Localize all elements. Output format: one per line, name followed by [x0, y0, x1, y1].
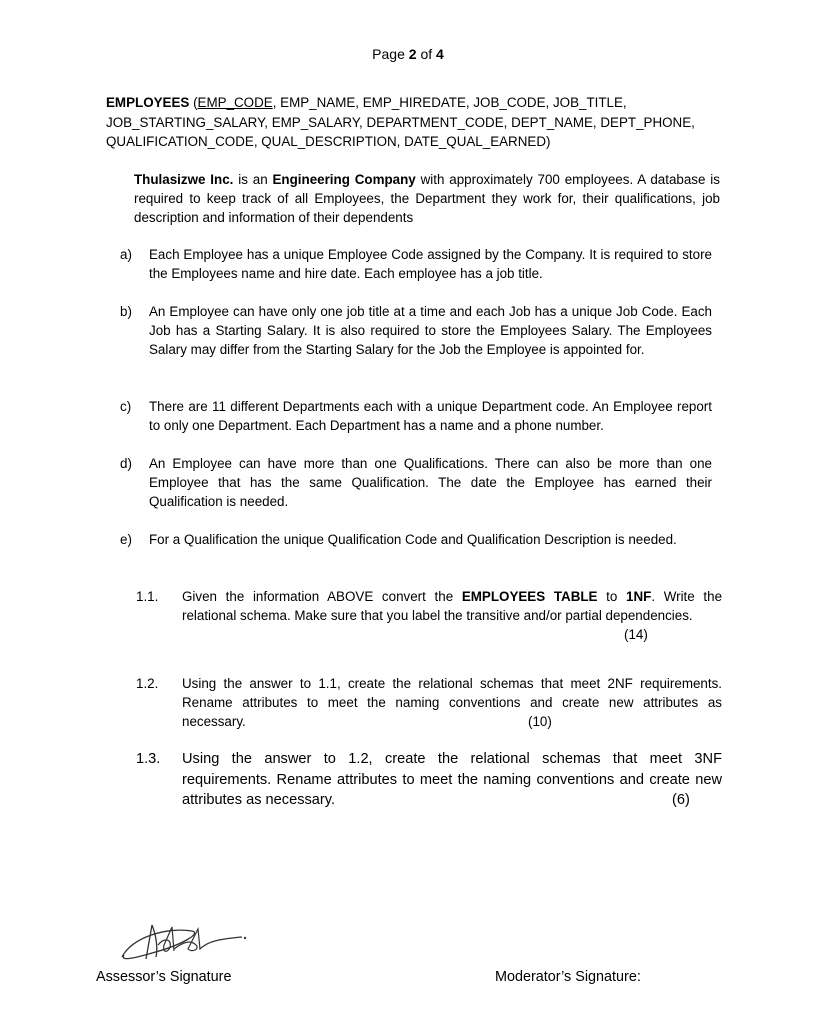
page-number [0, 46, 816, 62]
question-text: Using the answer to 1.1, create the relational schemas that meet 2NF requirements. Rename attributes to meet the naming conventions and create new attributes as necessary. [182, 676, 722, 729]
intro-part1: is an [233, 172, 273, 187]
schema-attributes: , EMP_NAME, EMP_HIREDATE, JOB_CODE, JOB_TITLE, JOB_STARTING_SALARY, EMP_SALARY, DEPARTMENT_CODE, DEPT_NAME, DEPT_PHONE, QUALIFICATION_CODE, QUAL_DESCRIPTION, DATE_QUAL_EARNED) [106, 95, 695, 149]
question-text-a: Given the information ABOVE convert the [182, 589, 462, 604]
employees-schema [106, 93, 718, 152]
of-word: of [420, 46, 433, 62]
item-text: There are 11 different Departments each with a unique Department code. An Employee report to only one Department. Each Department has a name and a phone number. [149, 399, 712, 433]
intro-part2: with approximately 700 employees. A database is required to keep track of all Employees, the Department they work for, their qualifications, job description and information of their dependents [134, 172, 720, 225]
question-1-1 [136, 587, 722, 625]
requirement-item-b [120, 302, 712, 359]
schema-open-paren: ( [193, 95, 198, 110]
moderator-signature-label: Moderator’s Signature: [495, 969, 641, 985]
question-text-c: . Write the relational schema. Make sure that you label the transitive and/or partial dependencies. [182, 589, 723, 623]
question-number: 1.2. [136, 676, 159, 691]
page-word: Page [372, 46, 405, 62]
question-number: 1.1. [136, 589, 159, 604]
current-page: 2 [408, 46, 417, 62]
item-text: An Employee can have only one job title at a time and each Job has a unique Job Code. Each Job has a Starting Salary. It is also required to store the Employees Salary. The Employees Salary may differ from the Starting Salary for the Job the Employee is appointed for. [149, 304, 712, 357]
question-marks: (10) [528, 714, 552, 729]
company-type: Engineering Company [272, 172, 416, 187]
item-label: d) [120, 456, 132, 471]
question-bold-b: 1NF [626, 589, 652, 604]
item-text: Each Employee has a unique Employee Code assigned by the Company. It is required to store the Employees name and hire date. Each employee has a job title. [149, 247, 712, 281]
intro-paragraph [134, 170, 720, 227]
item-label: c) [120, 399, 132, 414]
assessor-signature-label: Assessor’s Signature [96, 969, 232, 985]
company-name: Thulasizwe Inc. [134, 172, 234, 187]
total-pages: 4 [436, 46, 444, 62]
question-text-b: to [597, 589, 627, 604]
requirement-item-a [120, 245, 712, 283]
question-marks: (14) [624, 627, 648, 642]
item-label: b) [120, 304, 132, 319]
item-label: e) [120, 532, 132, 547]
item-text: An Employee can have more than one Qualifications. There can also be more than one Employee that has the same Qualification. The date the Employee has earned their Qualification is needed. [149, 456, 712, 509]
question-text: Using the answer to 1.2, create the relational schemas that meet 3NF requirements. Rename attributes to meet the naming conventions and create new attributes as necessary. [182, 751, 722, 808]
question-1-3 [136, 749, 722, 811]
item-text: For a Qualification the unique Qualification Code and Qualification Description is needed. [149, 532, 677, 547]
primary-key: EMP_CODE [197, 95, 273, 110]
requirement-item-c [120, 397, 712, 435]
requirement-item-e [120, 530, 712, 549]
question-text [182, 587, 722, 625]
table-name: EMPLOYEES [106, 95, 190, 110]
assessor-signature-scribble [112, 915, 252, 971]
question-bold-a: EMPLOYEES TABLE [461, 589, 598, 604]
item-label: a) [120, 247, 132, 262]
question-marks: (6) [672, 792, 690, 808]
question-1-2 [136, 674, 722, 731]
requirement-item-d [120, 454, 712, 511]
question-number: 1.3. [136, 751, 161, 767]
